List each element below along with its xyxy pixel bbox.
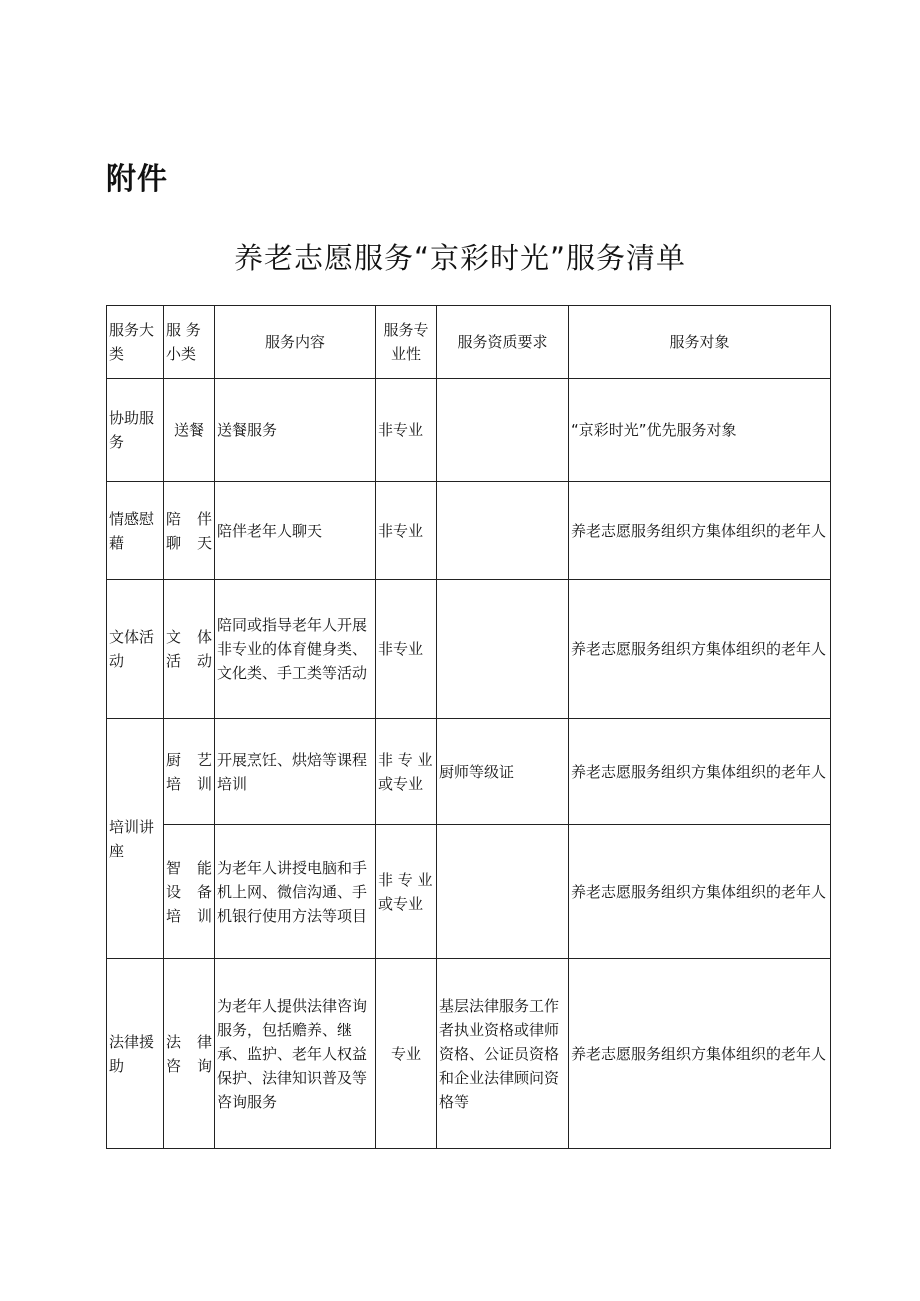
cell-qualification <box>437 482 569 580</box>
cell-content: 开展烹饪、烘焙等课程培训 <box>215 719 376 825</box>
cell-target: 养老志愿服务组织方集体组织的老年人 <box>569 825 831 959</box>
cell-target: 养老志愿服务组织方集体组织的老年人 <box>569 719 831 825</box>
cell-qualification: 厨师等级证 <box>437 719 569 825</box>
cell-content: 送餐服务 <box>215 379 376 482</box>
cell-content: 陪伴老年人聊天 <box>215 482 376 580</box>
cell-subcategory: 法 律咨询 <box>164 959 215 1149</box>
cell-subcategory: 文 体活动 <box>164 580 215 719</box>
cell-content: 陪同或指导老年人开展非专业的体育健身类、文化类、手工类等活动 <box>215 580 376 719</box>
table-row <box>107 482 831 580</box>
cell-category: 培训讲座 <box>107 719 164 959</box>
cell-category: 情感慰藉 <box>107 482 164 580</box>
cell-target: 养老志愿服务组织方集体组织的老年人 <box>569 482 831 580</box>
cell-qualification <box>437 379 569 482</box>
cell-category: 协助服务 <box>107 379 164 482</box>
cell-content: 为老年人提供法律咨询服务，包括赡养、继承、监护、老年人权益保护、法律知识普及等咨询服务 <box>215 959 376 1149</box>
cell-subcategory: 送餐 <box>164 379 215 482</box>
document-title: 养老志愿服务“京彩时光”服务清单 <box>233 241 687 275</box>
cell-content: 为老年人讲授电脑和手机上网、微信沟通、手机银行使用方法等项目 <box>215 825 376 959</box>
header-professional: 服务专业性 <box>376 306 437 379</box>
cell-qualification: 基层法律服务工作者执业资格或律师资格、公证员资格和企业法律顾问资格等 <box>437 959 569 1149</box>
cell-professional: 非 专 业或专业 <box>376 719 437 825</box>
cell-qualification <box>437 825 569 959</box>
table-row <box>107 379 831 482</box>
header-category: 服务大类 <box>107 306 164 379</box>
table-row <box>107 580 831 719</box>
cell-category: 文体活动 <box>107 580 164 719</box>
table-header-row <box>107 306 831 379</box>
cell-professional: 非专业 <box>376 580 437 719</box>
attachment-label: 附件 <box>106 162 168 197</box>
service-list-table <box>106 305 831 1149</box>
header-content: 服务内容 <box>215 306 376 379</box>
header-subcategory: 服 务小类 <box>164 306 215 379</box>
table-row <box>107 719 831 825</box>
header-target: 服务对象 <box>569 306 831 379</box>
cell-subcategory: 智 能设 备培训 <box>164 825 215 959</box>
cell-target: “京彩时光”优先服务对象 <box>569 379 831 482</box>
cell-professional: 非 专 业或专业 <box>376 825 437 959</box>
cell-qualification <box>437 580 569 719</box>
cell-target: 养老志愿服务组织方集体组织的老年人 <box>569 580 831 719</box>
cell-subcategory: 厨 艺培训 <box>164 719 215 825</box>
cell-target: 养老志愿服务组织方集体组织的老年人 <box>569 959 831 1149</box>
cell-professional: 专业 <box>376 959 437 1149</box>
cell-professional: 非专业 <box>376 482 437 580</box>
table-row <box>107 825 831 959</box>
cell-subcategory: 陪 伴聊天 <box>164 482 215 580</box>
cell-category: 法律援助 <box>107 959 164 1149</box>
cell-professional: 非专业 <box>376 379 437 482</box>
table-row <box>107 959 831 1149</box>
header-qualification: 服务资质要求 <box>437 306 569 379</box>
